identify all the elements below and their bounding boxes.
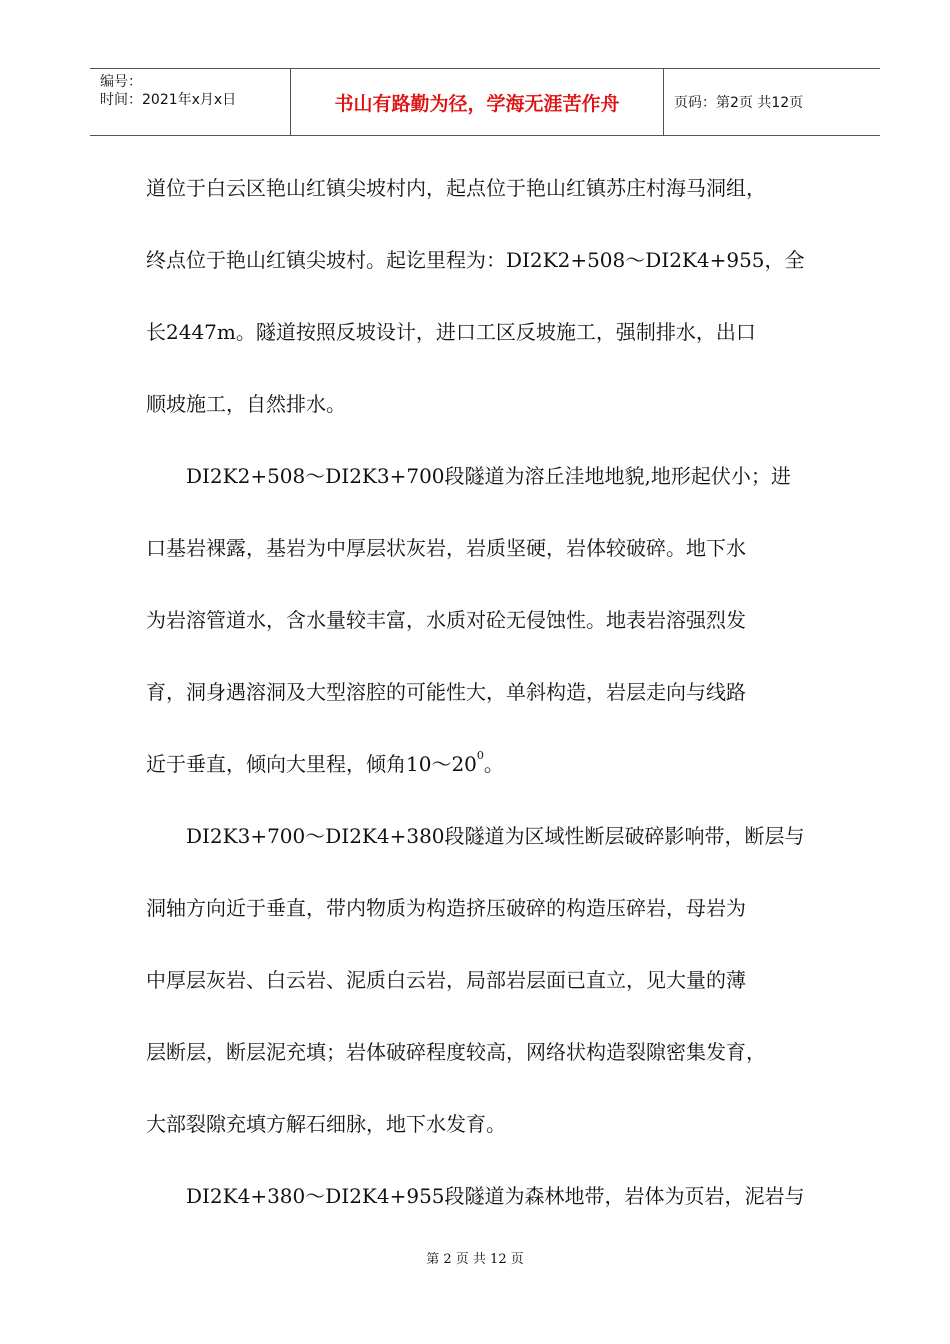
document-number-label: 编号： [100,74,142,90]
body-text [146,152,836,1232]
text-line: 育，洞身遇溶洞及大型溶腔的可能性大，单斜构造，岩层走向与线路 [146,680,746,704]
header-motto: 书山有路勤为径，学海无涯苦作舟 [290,69,664,135]
text-line: 口基岩裸露，基岩为中厚层状灰岩，岩质坚硬，岩体较破碎。地下水 [146,536,746,560]
text-line: 为岩溶管道水，含水量较丰富，水质对砼无侵蚀性。地表岩溶强烈发 [146,608,746,632]
header-page-info: 页码：第2页 共12页 [674,95,804,111]
document-time: 时间：2021年x月x日 [100,92,237,108]
text-line-tail: 。 [483,752,504,776]
text-line: DI2K4+380～DI2K4+955段隧道为森林地带，岩体为页岩，泥岩与 [186,1184,805,1208]
text-line: 中厚层灰岩、白云岩、泥质白云岩，局部岩层面已直立，见大量的薄 [146,968,746,992]
page-footer: 第 2 页 共 12 页 [426,1252,524,1267]
text-line: 终点位于艳山红镇尖坡村。起讫里程为：DI2K2+508～DI2K4+955，全 [146,248,805,272]
text-line: 道位于白云区艳山红镇尖坡村内，起点位于艳山红镇苏庄村海马洞组， [146,176,766,200]
header-meta [90,69,290,135]
text-line: 层断层，断层泥充填；岩体破碎程度较高，网络状构造裂隙密集发育， [146,1040,766,1064]
text-line: 顺坡施工，自然排水。 [146,392,346,416]
text-line: DI2K2+508～DI2K3+700段隧道为溶丘洼地地貌,地形起伏小；进 [186,464,791,488]
text-line: 长2447m。隧道按照反坡设计，进口工区反坡施工，强制排水，出口 [146,320,756,344]
text-line [146,728,836,800]
document-header [90,68,880,136]
text-line: 洞轴方向近于垂直，带内物质为构造挤压破碎的构造压碎岩，母岩为 [146,896,746,920]
degree-superscript: 0 [476,749,484,762]
text-line: DI2K3+700～DI2K4+380段隧道为区域性断层破碎影响带，断层与 [186,824,805,848]
text-line: 大部裂隙充填方解石细脉，地下水发育。 [146,1112,506,1136]
text-line-main: 近于垂直，倾向大里程，倾角10～20 [146,752,477,776]
